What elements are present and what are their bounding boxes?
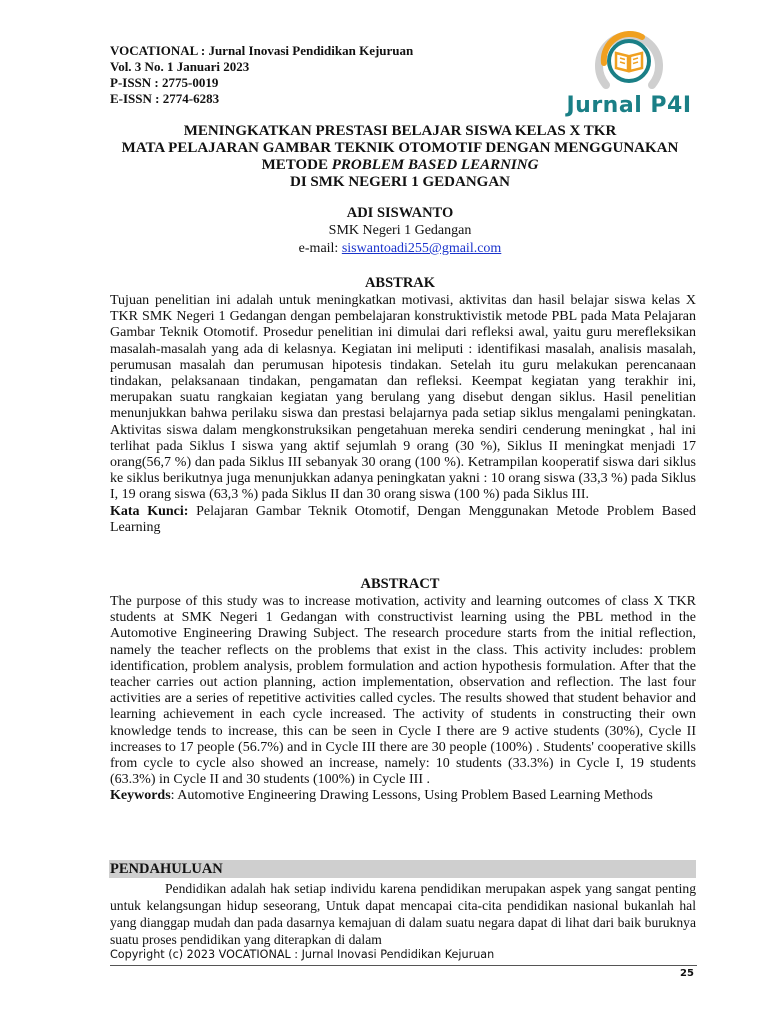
author-name: ADI SISWANTO bbox=[346, 205, 454, 221]
journal-eissn: E-ISSN : 2774-6283 bbox=[110, 91, 220, 106]
journal-name: VOCATIONAL : Jurnal Inovasi Pendidikan Kejuruan bbox=[110, 43, 414, 58]
abstract-text: The purpose of this study was to increase motivation, activity and learning outcomes of class X TKR students at SMK Negeri 1 Gedangan with constructivist learning using the PBL method in the Automotive Engineering Drawing Subject. The research procedure starts from the initial reflection, namely the teacher reflects on the problems that exist in the class. This activity includes: problem identification, problem analysis, problem formulation and action hypothesis formulation. After that the teacher carries out action planning, action implementation, observation and reflection. The last four activities are a series of repetitive activities called cycles. The results showed that student behavior and learning achievement in each cycle increased. The activity of students in constructing their own knowledge tends to increase, this can be seen in Cycle I there are 9 active students (30%), Cycle II increases to 17 people (56.7%) and in Cycle III there are 30 people (100%) . Students' cooperative skills from cycle to cycle also showed an increase, namely: 10 students (33.3%) in Cycle I, 19 students (63.3%) in Cycle II and 30 students (100%) in Cycle III . bbox=[110, 594, 696, 788]
abstrak-text: Tujuan penelitian ini adalah untuk meningkatkan motivasi, aktivitas dan hasil belajar siswa kelas X TKR SMK Negeri 1 Gedangan dengan pembelajaran konstruktivistik metode PBL pada Mata Pelajaran Gambar Teknik Otomotif. Prosedur penelitian ini dimulai dari refleksi awal, yaitu guru merefleksikan masalah-masalah yang ada di kelasnya. Kegiatan ini meliputi : identifikasi masalah, analisis masalah, perumusan masalah dan perumusan hipotesis tindakan. Setelah itu guru melakukan perencanaan tindakan, pelaksanaan tindakan, pengamatan dan refleksi. Keempat kegiatan yang terakhir ini, merupakan suatu rangkaian kegiatan yang berulang yang disebut dengan siklus. Hasil penelitian menunjukkan bahwa perilaku siswa dan prestasi belajarnya pada setiap siklus mengalami peningkatan. Aktivitas siswa dalam mengkonstruksikan pengetahuan mereka sendiri cenderung meningkat , hal ini terlihat pada Siklus I siswa yang aktif sejumlah 9 orang (30 %), Siklus II meningkat menjadi 17 orang(56,7 %) dan pada Siklus III sebanyak 30 orang (100 %). Ketrampilan kooperatif siswa dari siklus ke siklus berikutnya juga menunjukkan adanya peningkatan yakni : 10 orang siswa (33,3 %) pada Siklus I, 19 orang siswa (63,3 %) pada Siklus II dan 30 orang siswa (100 %) pada Siklus III. bbox=[110, 293, 696, 503]
abstrak-heading: ABSTRAK bbox=[364, 275, 436, 291]
abstrak-keywords bbox=[110, 504, 696, 536]
abstrak-keywords-label: Kata Kunci: bbox=[110, 503, 189, 519]
journal-volume: Vol. 3 No. 1 Januari 2023 bbox=[110, 59, 250, 74]
abstract-keywords-text: : Automotive Engineering Drawing Lessons, Using Problem Based Learning Methods bbox=[170, 788, 653, 804]
paper-title bbox=[100, 123, 700, 191]
pendahuluan-text: Pendidikan adalah hak setiap individu karena pendidikan merupakan aspek yang sangat penting untuk kelangsungan hidup seseorang, Untuk dapat mencapai cita-cita pendidikan nasional bukanlah hal yang dianggap mudah dan pada dasarnya kemajuan di dalam suatu negara dapat di lihat dari baik buruknya suatu proses pendidikan yang diterapkan di dalam bbox=[110, 881, 696, 947]
email-label: e-mail: bbox=[298, 241, 342, 256]
abstract-section bbox=[110, 594, 696, 805]
title-line-3 bbox=[100, 157, 700, 174]
pendahuluan-section bbox=[110, 880, 696, 948]
title-line-4: DI SMK NEGERI 1 GEDANGAN bbox=[289, 174, 511, 190]
book-in-circle-icon bbox=[566, 23, 692, 95]
title-line-2: MATA PELAJARAN GAMBAR TEKNIK OTOMOTIF DENGAN MENGGUNAKAN bbox=[121, 140, 679, 156]
journal-logo bbox=[566, 23, 692, 123]
abstrak-keywords-text: Pelajaran Gambar Teknik Otomotif, Dengan Menggunakan Metode Problem Based Learning bbox=[110, 503, 696, 535]
author-affiliation: SMK Negeri 1 Gedangan bbox=[328, 223, 472, 238]
title-line-3-italic: PROBLEM BASED LEARNING bbox=[331, 157, 539, 173]
page-number: 25 bbox=[680, 968, 694, 979]
abstract-keywords bbox=[110, 788, 696, 804]
journal-pissn: P-ISSN : 2775-0019 bbox=[110, 75, 219, 90]
abstract-heading: ABSTRACT bbox=[360, 576, 440, 592]
abstrak-section bbox=[110, 293, 696, 536]
title-line-1: MENINGKATKAN PRESTASI BELAJAR SISWA KELAS X TKR bbox=[183, 123, 617, 139]
logo-text: Jurnal P4I bbox=[566, 93, 692, 118]
footer-divider bbox=[110, 965, 697, 966]
email-link[interactable]: siswantoadi255@gmail.com bbox=[341, 241, 502, 256]
abstract-keywords-label: Keywords bbox=[110, 788, 171, 804]
author-email bbox=[0, 241, 768, 257]
footer-copyright: Copyright (c) 2023 VOCATIONAL : Jurnal Inovasi Pendidikan Kejuruan bbox=[110, 948, 495, 961]
title-line-3-prefix: METODE bbox=[261, 157, 332, 173]
journal-header bbox=[110, 43, 413, 107]
pendahuluan-heading: PENDAHULUAN bbox=[110, 861, 223, 877]
